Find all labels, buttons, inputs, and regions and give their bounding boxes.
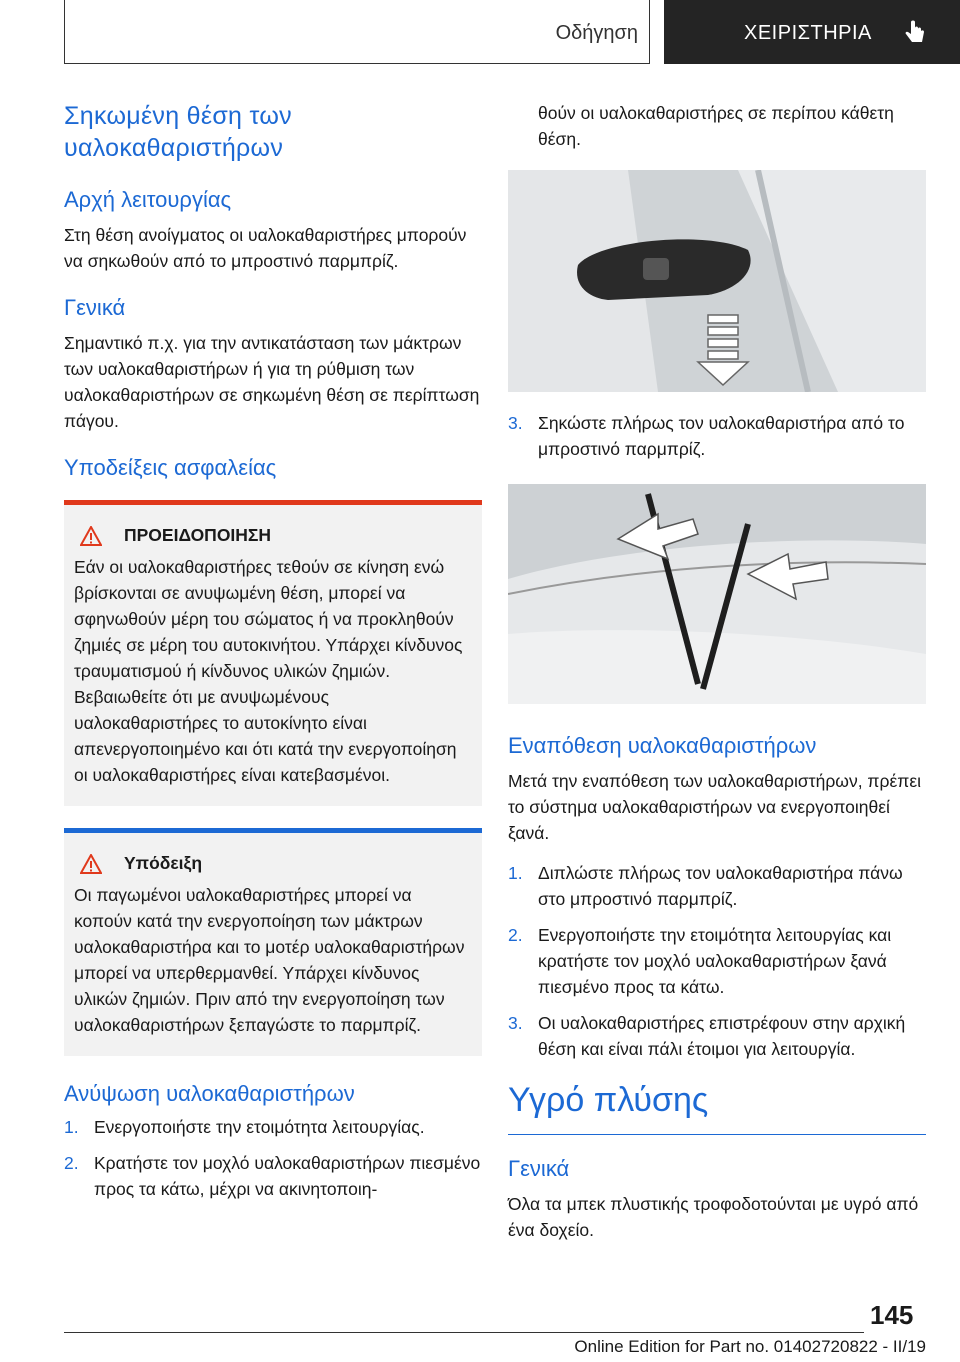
warning-text: Εάν οι υαλοκαθαριστήρες τεθούν σε κίνηση ενώ βρίσκονται σε ανυψωμένη θέση, μπορεί να σφηνωθούν μέρη του σώματος ή να προκληθούν ζημιές σε μέρη του αυτοκινήτου. Υπάρχει κίνδυνος τραυματισμού ή κίνδυνος υλικών ζημιών. Βεβαιωθείτε ότι με ανυψωμένους υαλοκαθαριστήρες το αυτοκίνητο είναι απενεργοποιημένο και ότι κατά την ενεργοποίηση οι υαλοκαθαριστήρες είναι κατεβασμένοι. (74, 557, 463, 785)
hand-pointer-icon (902, 20, 928, 51)
list-item: 1. Ενεργοποιήστε την ετοιμότητα λειτουργίας. (64, 1117, 425, 1137)
warning-box (64, 500, 482, 806)
washer-general-heading: Γενικά (508, 1156, 570, 1181)
washer-heading: Υγρό πλύσης (508, 1080, 926, 1135)
continued-text: θούν οι υαλοκαθαριστήρες σε περίπου κάθετη θέση. (538, 103, 894, 149)
left-column (64, 100, 482, 1218)
section-title: Σηκωμένη θέση των υαλοκαθαριστήρων (64, 102, 292, 162)
lower-steps (508, 860, 926, 1062)
header-chapter-tab (664, 0, 960, 64)
principle-heading: Αρχή λειτουργίας (64, 187, 232, 212)
note-text: Οι παγωμένοι υαλοκαθαριστήρες μπορεί να κοπούν κατά την ενεργοποίηση των μάκτρων υαλοκαθαριστήρα και το μοτέρ υαλοκαθαριστήρων μπορεί να υπερθερμανθεί. Υπάρχει κίνδυνος υλικών ζημιών. Πριν από την ενεργοποίηση των υαλοκαθαριστήρων ξεπαγώστε το παρμπρίζ. (74, 885, 465, 1035)
wiper-lever-illustration (508, 170, 926, 392)
right-column (508, 100, 926, 1263)
wiper-lever-drawing (508, 170, 926, 392)
note-box (64, 828, 482, 1056)
windshield-wiper-illustration (508, 484, 926, 704)
general-heading: Γενικά (64, 295, 126, 320)
note-title: Υπόδειξη (124, 853, 203, 873)
warning-title: ΠΡΟΕΙΔΟΠΟΙΗΣΗ (124, 525, 272, 545)
lower-heading: Εναπόθεση υαλοκαθαριστήρων (508, 733, 817, 758)
list-item: 3. Σηκώστε πλήρως τον υαλοκαθαριστήρα από το μπροστινό παρμπρίζ. (508, 413, 905, 459)
raise-steps (64, 1114, 482, 1202)
header-chapter-label: ΧΕΙΡΙΣΤΗΡΙΑ (744, 22, 872, 44)
general-text: Σημαντικό π.χ. για την αντικατάσταση των μάκτρων των υαλοκαθαριστήρων ή για τη ρύθμιση των υαλοκαθαριστήρων σε σηκωμένη θέση σε περίπτωση πάγου. (64, 333, 480, 431)
note-title-row (74, 853, 472, 874)
raise-heading: Ανύψωση υαλοκαθαριστήρων (64, 1081, 355, 1106)
header-section: Οδήγηση (555, 22, 638, 44)
list-item: 2. Κρατήστε τον μοχλό υαλοκαθαριστήρων πιεσμένο προς τα κάτω, μέχρι να ακινητοποιη- (64, 1153, 481, 1199)
list-item: 3. Οι υαλοκαθαριστήρες επιστρέφουν στην αρχική θέση και είναι πάλι έτοιμοι για λειτουργία. (508, 1013, 906, 1059)
footer-divider (64, 1332, 864, 1333)
warning-triangle-icon (80, 526, 102, 546)
washer-text: Όλα τα μπεκ πλυστικής τροφοδοτούνται με υγρό από ένα δοχείο. (508, 1194, 919, 1240)
note-triangle-icon (80, 854, 102, 874)
list-item: 1. Διπλώστε πλήρως τον υαλοκαθαριστήρα πάνω στο μπροστινό παρμπρίζ. (508, 863, 903, 909)
principle-text: Στη θέση ανοίγματος οι υαλοκαθαριστήρες μπορούν να σηκωθούν από το μπροστινό παρμπρίζ. (64, 225, 467, 271)
lower-text: Μετά την εναπόθεση των υαλοκαθαριστήρων, πρέπει το σύστημα υαλοκαθαριστήρων να ενεργοποιηθεί ξανά. (508, 771, 922, 843)
list-item: 2. Ενεργοποιήστε την ετοιμότητα λειτουργίας και κρατήστε τον μοχλό υαλοκαθαριστήρων ξανά πιεσμένο προς τα κάτω. (508, 925, 892, 997)
raise-step-3 (508, 410, 926, 462)
page-number: 145 (870, 1300, 914, 1330)
safety-heading: Υποδείξεις ασφαλείας (64, 455, 277, 480)
warning-title-row (74, 525, 472, 546)
edition-info: Online Edition for Part no. 01402720822 - II/19 (574, 1337, 926, 1356)
windshield-wiper-drawing (508, 484, 926, 704)
